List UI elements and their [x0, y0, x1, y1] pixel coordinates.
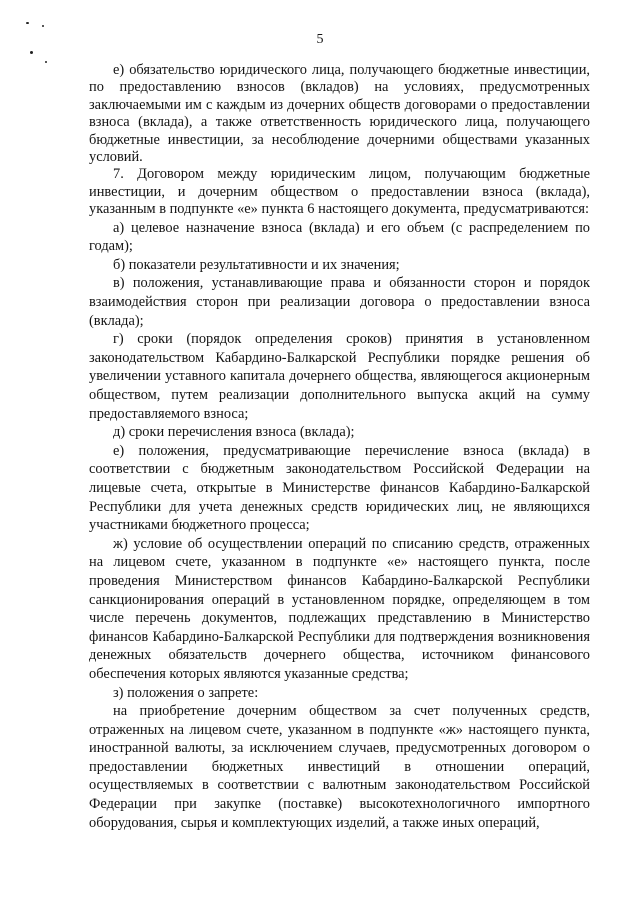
paragraph-g-terms: г) сроки (порядок определения сроков) принятия в установленном законодательством Кабардино-Балкарской Республики порядке решения об увеличении уставного капитала дочернего общества, являющегося акционерным обществом, путем реализации дополнительного выпуска акций на сумму предоставляемого взноса; [89, 331, 590, 422]
paragraph-v-rights: в) положения, устанавливающие права и обязанности сторон и порядок взаимодействия сторон при реализации договора о предоставлении взноса (вклада); [89, 275, 590, 329]
scan-speck [26, 22, 29, 24]
scan-speck [42, 25, 44, 27]
paragraph-zh-operations: ж) условие об осуществлении операций по списанию средств, отраженных на лицевом счете, указанном в подпункте «е» настоящего пункта, после проведения Министерством финансов Кабардино-Балкарской Республики санкционирования операций в установленном порядке, определяющем в том числе перечень документов, подлежащих представлению в Министерство финансов Кабардино-Балкарской Республики для подтверждения возникновения денежных обязательств дочернего общества, источником финансового обеспечения которых являются указанные средства; [89, 535, 590, 682]
scan-speck [30, 51, 33, 54]
paragraph-e-transfer: е) положения, предусматривающие перечисление взноса (вклада) в соответствии с бюджетным законодательством Российской Федерации на лицевые счета, открытые в Министерстве финансов Кабардино-Балкарской Республики для учета денежных средств юридических лиц, не являющихся участниками бюджетного процесса; [89, 442, 590, 534]
paragraph-a-purpose: а) целевое назначение взноса (вклада) и его объем (с распределением по годам); [89, 219, 590, 255]
page-number: 5 [316, 32, 324, 47]
scan-speck [45, 61, 47, 63]
document-body [89, 62, 590, 832]
paragraph-7-agreement: 7. Договором между юридическим лицом, получающим бюджетные инвестиции, и дочерним обществом о предоставлении взноса (вклада), указанным в подпункте «е» пункта 6 настоящего документа, предусматриваются: [89, 166, 590, 218]
paragraph-e-obligation: е) обязательство юридического лица, получающего бюджетные инвестиции, по предоставлению взносов (вкладов) на условиях, предусмотренных заключаемыми им с каждым из дочерних обществ договорами о предоставлении взноса (вклада), а также ответственность юридического лица, получающего бюджетные инвестиции, за несоблюдение дочерними обществами указанных условий. [89, 62, 590, 166]
paragraph-z-prohibition: з) положения о запрете: [113, 684, 259, 701]
paragraph-currency-prohibition: на приобретение дочерним обществом за счет полученных средств, отраженных на лицевом счете, указанном в подпункте «ж» настоящего пункта, иностранной валюты, за исключением случаев, предусмотренных договором о предоставлении бюджетных инвестиций в отношении операций, осуществляемых в соответствии с валютным законодательством Российской Федерации при закупке (поставке) высокотехнологичного импортного оборудования, сырья и комплектующих изделий, а также иных операций, [89, 703, 590, 831]
paragraph-d-transfer-terms: д) сроки перечисления взноса (вклада); [113, 424, 355, 441]
paragraph-b-indicators: б) показатели результативности и их значения; [113, 256, 400, 273]
